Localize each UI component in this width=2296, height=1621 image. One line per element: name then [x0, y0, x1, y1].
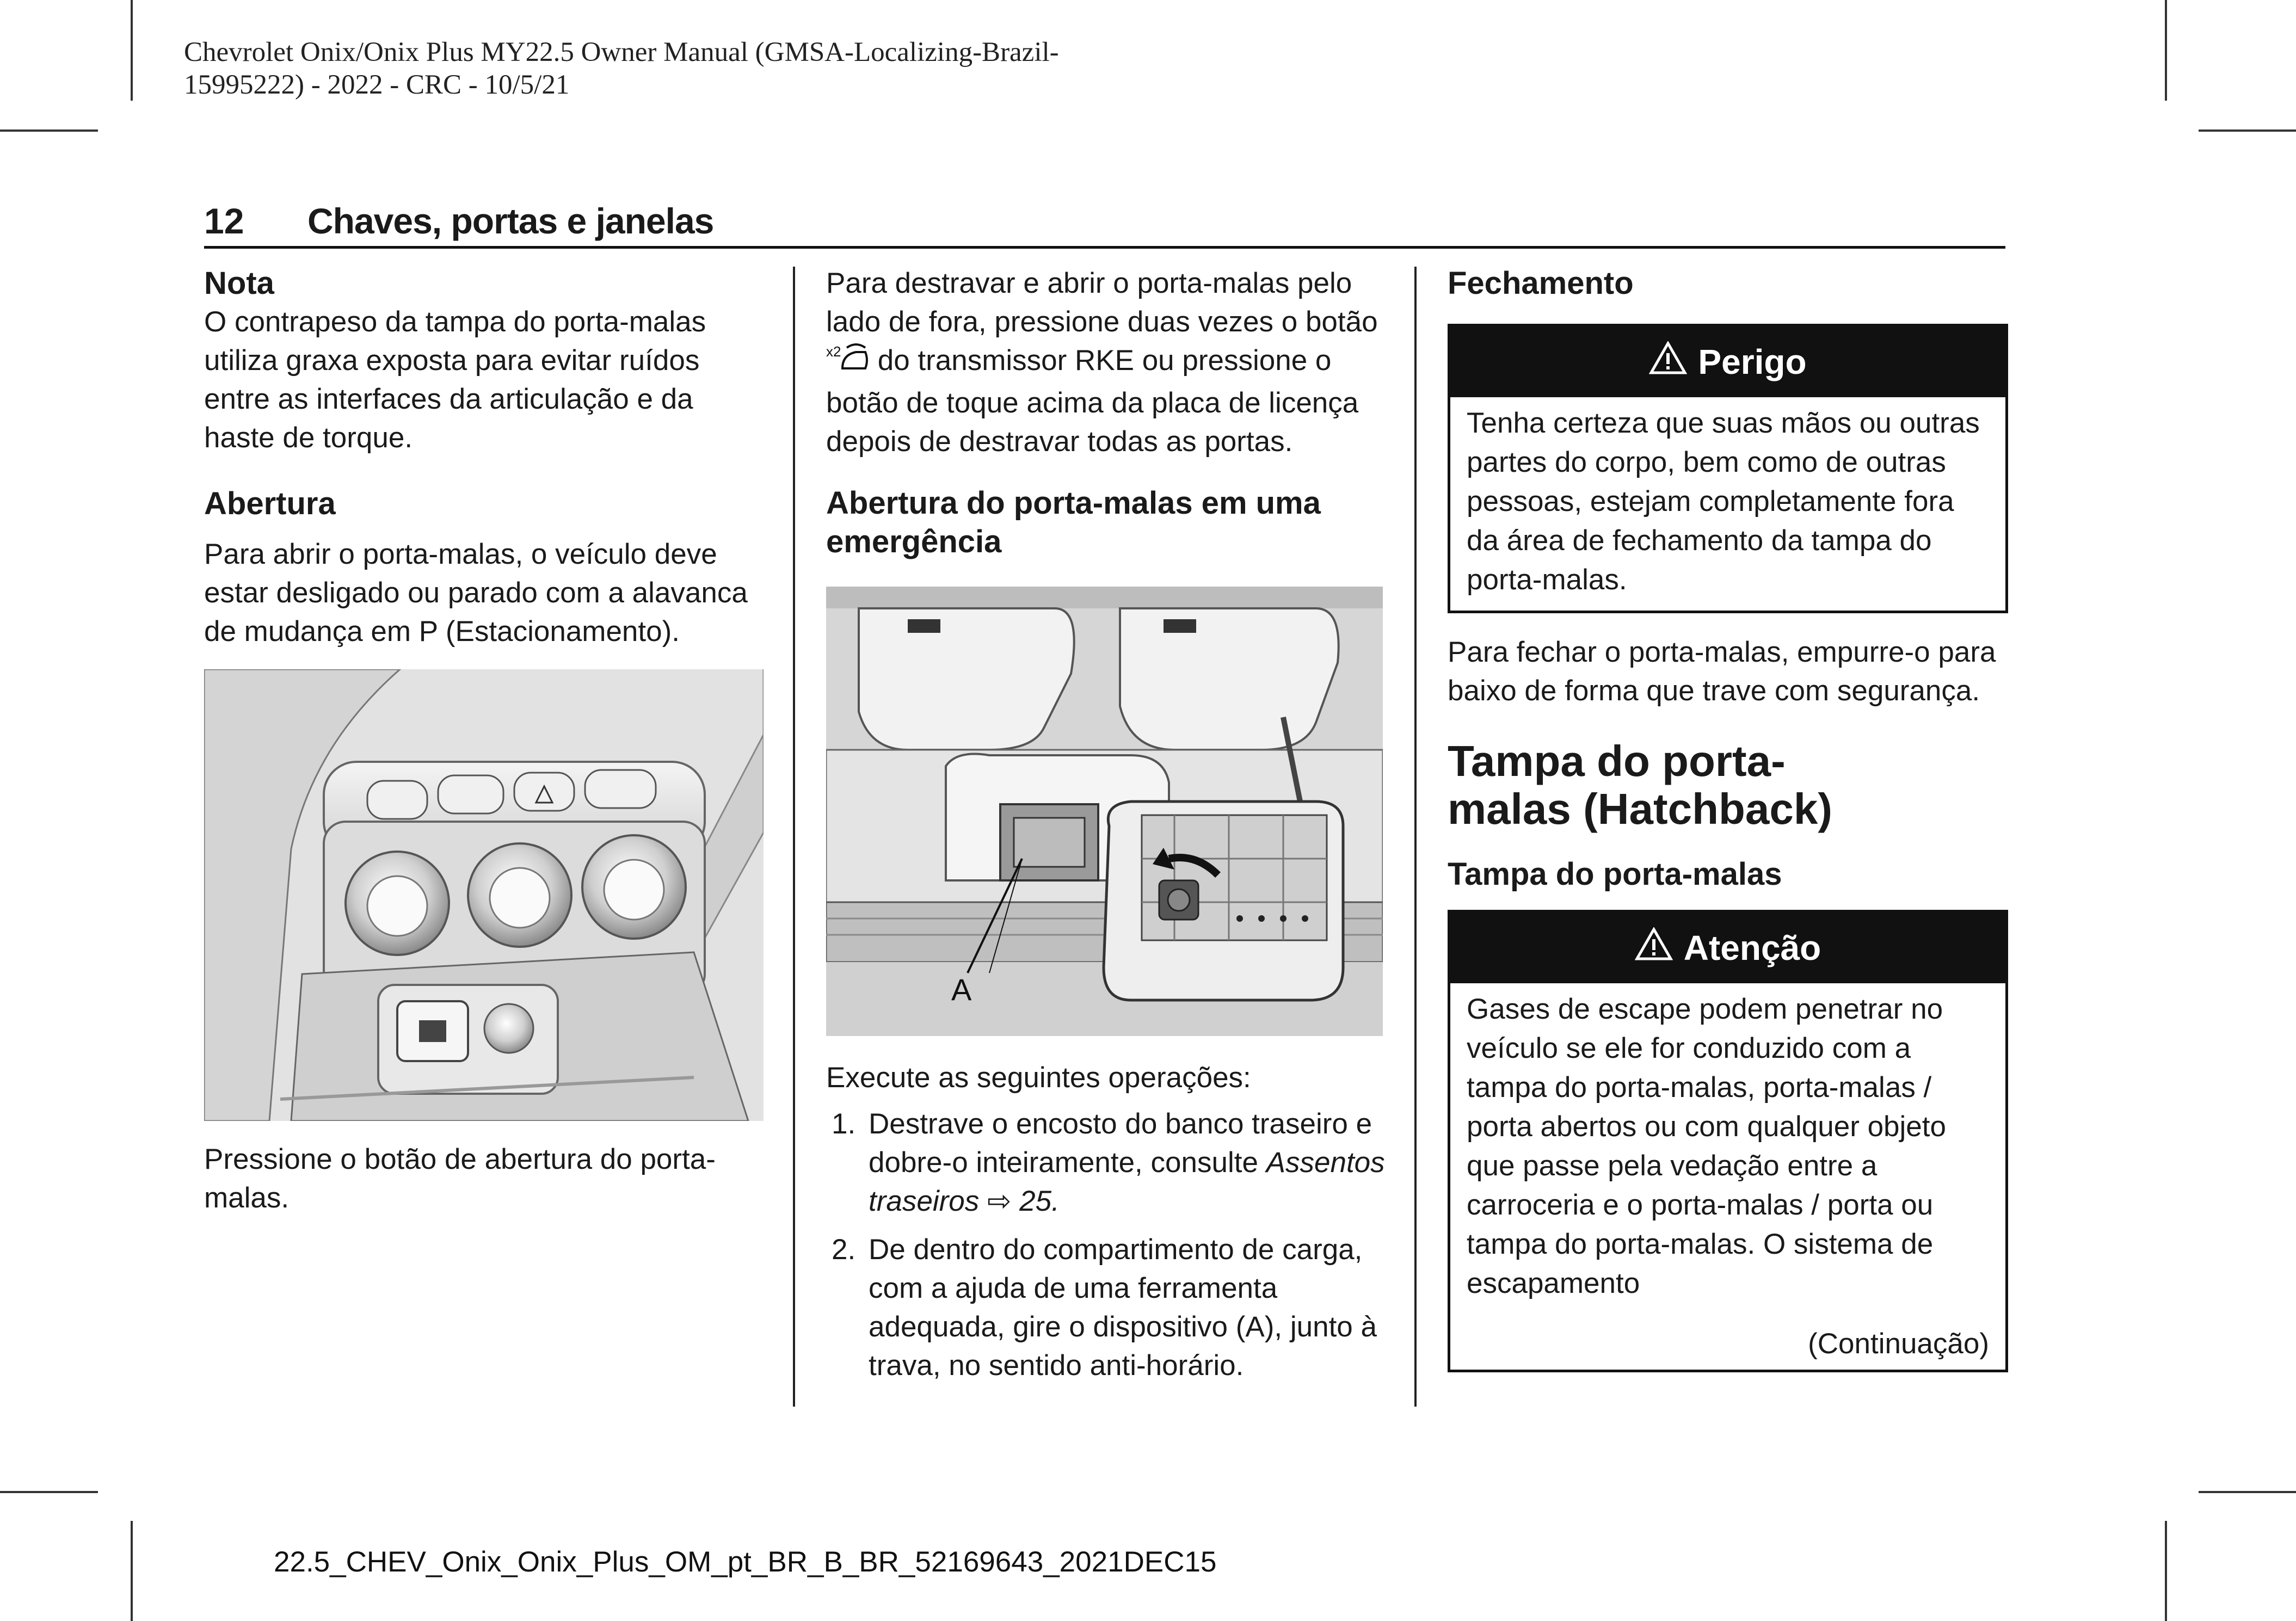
running-head — [204, 196, 2005, 245]
danger-header — [1450, 326, 2005, 397]
figure-label-a: A — [951, 972, 972, 1007]
crop-mark — [2165, 0, 2167, 101]
section-title: Chaves, portas e janelas — [307, 201, 714, 241]
figure-1-caption: Pressione o botão de abertura do porta-malas. — [204, 1143, 716, 1214]
unlock-text-part-2: do transmissor RKE ou pressione o botão de toque acima da placa de licença depois de destravar todas as portas. — [826, 344, 1359, 458]
crop-mark — [2199, 1491, 2296, 1493]
warning-header — [1450, 913, 2005, 983]
danger-box — [1448, 324, 2008, 613]
page-number: 12 — [204, 201, 244, 241]
crop-mark — [131, 1521, 133, 1621]
crop-mark — [2199, 130, 2296, 132]
document-meta-header — [184, 36, 1218, 101]
crop-mark — [0, 130, 98, 132]
reference-arrow-icon: ⇨ — [987, 1185, 1012, 1217]
crop-mark — [0, 1491, 98, 1493]
step-tail: . — [1051, 1185, 1060, 1217]
unlock-text-part-1: Para destravar e abrir o porta-malas pelo lado de fora, pressione duas vezes o botão — [826, 267, 1378, 338]
warning-box — [1448, 910, 2008, 1372]
operations-intro: Execute as seguintes operações: — [826, 1062, 1251, 1094]
hatch-subheading: Tampa do porta-malas — [1448, 856, 1782, 892]
hatch-heading: Tampa do porta-malas (Hatchback) — [1448, 737, 1832, 833]
step-text: De dentro do compartimento de carga, com a ajuda de uma ferramenta adequada, gire o dispositivo (A), junto à trava, no sentido anti-horário. — [869, 1234, 1377, 1382]
closing-text: Para fechar o porta-malas, empurre-o para baixo de forma que trave com segurança. — [1448, 636, 1996, 707]
column-divider — [793, 267, 795, 1407]
console-drawing — [204, 669, 764, 1121]
warning-triangle-icon — [1635, 927, 1673, 969]
column-1 — [204, 264, 770, 651]
opening-heading: Abertura — [204, 486, 336, 521]
note-heading: Nota — [204, 266, 274, 301]
steps-list — [826, 1105, 1392, 1385]
column-2 — [826, 264, 1392, 561]
note-text: O contrapeso da tampa do porta-malas utiliza graxa exposta para evitar ruídos entre as interfaces da articulação e da haste de torque. — [204, 306, 706, 454]
column-3 — [1448, 264, 2008, 303]
closing-heading: Fechamento — [1448, 266, 1634, 301]
list-item — [826, 1105, 1392, 1221]
cross-reference-link[interactable]: Assentos traseiros — [869, 1147, 1385, 1217]
opening-text: Para abrir o porta-malas, o veículo deve estar desligado ou parado com a alavanca de mudança em P (Estacionamento). — [204, 538, 748, 648]
emergency-heading: Abertura do porta-malas em uma emergência — [826, 485, 1321, 559]
danger-title: Perigo — [1698, 342, 1807, 381]
step-text: Destrave o encosto do banco traseiro e dobre-o inteiramente, consulte — [869, 1108, 1372, 1179]
trunk-lock-drawing — [826, 587, 1383, 1036]
step-number: 1. — [832, 1108, 856, 1140]
warning-title: Atenção — [1683, 928, 1821, 967]
column-3-mid — [1448, 633, 2008, 893]
rke-icon-label: x2 — [826, 343, 841, 360]
column-2-lower — [826, 1058, 1392, 1395]
document-footer: 22.5_CHEV_Onix_Onix_Plus_OM_pt_BR_B_BR_52169643_2021DEC15 — [274, 1546, 1217, 1578]
danger-text: Tenha certeza que suas mãos ou outras partes do corpo, bem como de outras pessoas, estejam completamente fora da área de fechamento da tampa do porta-malas. — [1467, 407, 1980, 596]
continued-label: (Continuação) — [1808, 1328, 1989, 1360]
list-item — [826, 1230, 1392, 1385]
crop-mark — [2165, 1521, 2167, 1621]
meta-line-2: 15995222) - 2022 - CRC - 10/5/21 — [184, 70, 570, 100]
crop-mark — [131, 0, 133, 101]
emergency-release-illustration — [826, 587, 1383, 1036]
warning-text: Gases de escape podem penetrar no veículo se ele for conduzido com a tampa do porta-malas, porta-malas / porta abertos ou com qualquer objeto que passe pela vedação entre a carroceria e o porta-malas / porta ou tampa do porta-malas. O sistema de escapamento — [1467, 993, 1946, 1299]
step-number: 2. — [832, 1234, 856, 1266]
meta-line-1: Chevrolet Onix/Onix Plus MY22.5 Owner Manual (GMSA-Localizing-Brazil- — [184, 37, 1059, 67]
unlock-text — [826, 264, 1392, 461]
rke-trunk-icon — [826, 341, 870, 384]
column-divider — [1414, 267, 1417, 1407]
warning-triangle-icon — [1649, 341, 1687, 383]
trunk-release-button-illustration — [204, 669, 764, 1121]
reference-page[interactable]: 25 — [1019, 1185, 1052, 1217]
caption-block — [204, 1140, 770, 1217]
header-rule — [204, 246, 2005, 249]
